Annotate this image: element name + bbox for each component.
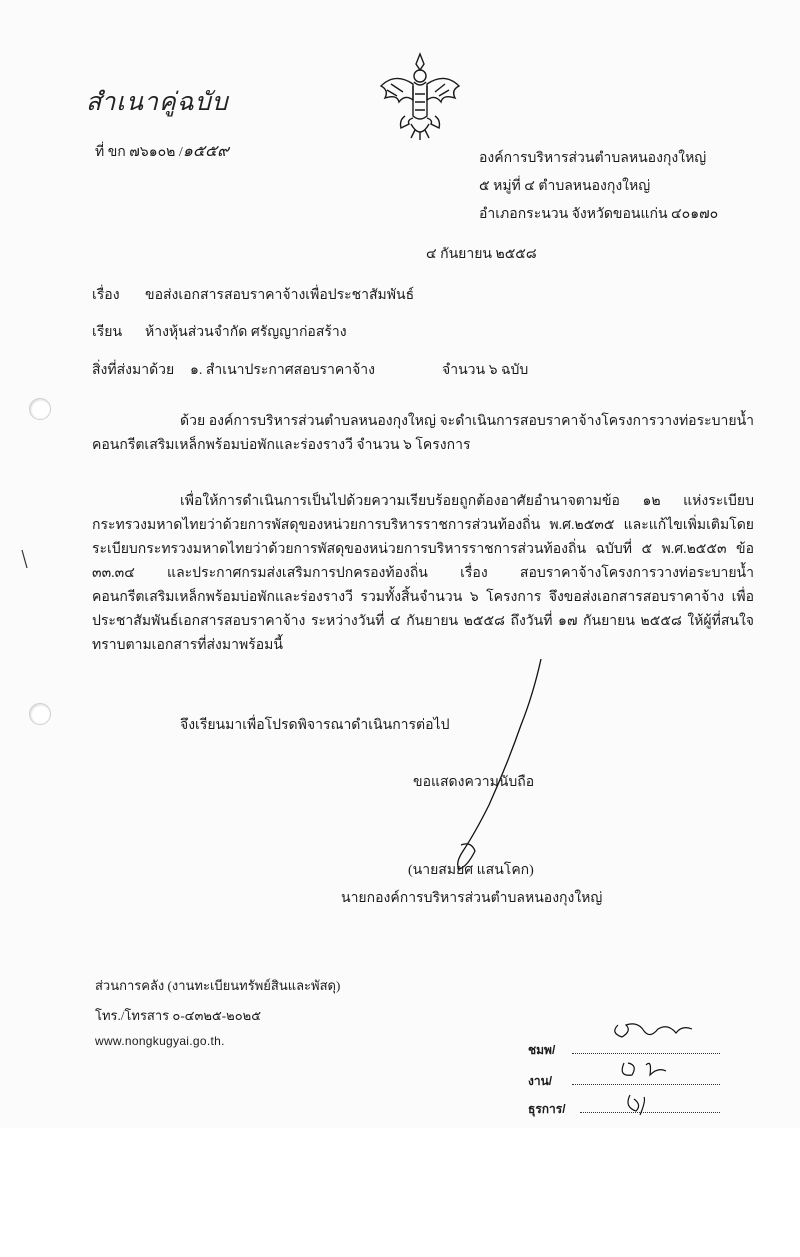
enclosure-quantity: จำนวน ๖ ฉบับ (442, 363, 529, 378)
recipient-label: เรียน (92, 325, 123, 340)
scan-mark (20, 548, 30, 570)
garuda-emblem-icon (375, 50, 465, 142)
routing-label-3: ธุรการ/ (528, 1102, 566, 1116)
signer-title: นายกองค์การบริหารส่วนตำบลหนองกุงใหญ่ (341, 891, 603, 906)
sender-org: องค์การบริหารส่วนตำบลหนองกุงใหญ่ (479, 151, 707, 166)
copy-stamp: สำเนาคู่ฉบับ (86, 89, 229, 116)
doc-number (95, 143, 229, 162)
routing-label-2: งาน/ (528, 1074, 553, 1088)
letter-date: ๔ กันยายน ๒๕๕๘ (426, 247, 537, 262)
footer-department: ส่วนการคลัง (งานทะเบียนทรัพย์สินและพัสดุ) (95, 978, 341, 993)
signer-name: (นายสมยศ แสนโคก) (408, 863, 534, 878)
footer-phone: โทร./โทรสาร ๐-๔๓๒๕-๒๐๒๕ (95, 1008, 262, 1023)
punch-hole-top (29, 398, 51, 420)
sender-address-line1: ๕ หมู่ที่ ๔ ตำบลหนองกุงใหญ่ (479, 179, 651, 194)
enclosure-item: ๑. สำเนาประกาศสอบราคาจ้าง (190, 363, 376, 378)
signature (445, 655, 555, 895)
subject-label: เรื่อง (92, 288, 120, 303)
enclosure-label: สิ่งที่ส่งมาด้วย (92, 363, 175, 378)
body-paragraph-2-text: เพื่อให้การดำเนินการเป็นไปด้วยความเรียบร้อยถูกต้องอาศัยอำนาจตามข้อ ๑๒ แห่งระเบียบกระทรวงมหาดไทยว่าด้วยการพัสดุของหน่วยการบริหารราชการส่วนท้องถิ่น พ.ศ.๒๕๓๕ และแก้ไขเพิ่มเติมโดยระเบียบกระทรวงมหาดไทยว่าด้วยการพัสดุของหน่วยการบริหารราชการส่วนท้องถิ่น ฉบับที่ ๕ พ.ศ.๒๕๕๓ ข้อ ๓๓.๓๔ และประกาศกรมส่งเสริมการปกครองท้องถิ่น เรื่อง สอบราคาจ้างโครงการวางท่อระบายน้ำคอนกรีตเสริมเหล็กพร้อมบ่อพักและร่องรางวี รวมทั้งสิ้นจำนวน ๖ โครงการ จึงขอส่งเอกสารสอบราคาจ้าง เพื่อประชาสัมพันธ์เอกสารสอบราคาจ้าง ระหว่างวันที่ ๔ กันยายน ๒๕๕๘ ถึงวันที่ ๑๗ กันยายน ๒๕๕๘ ให้ผู้ที่สนใจทราบตามเอกสารที่ส่งมาพร้อมนี้ (92, 494, 754, 653)
subject-text: ขอส่งเอกสารสอบราคาจ้างเพื่อประชาสัมพันธ์ (145, 288, 415, 303)
sender-address-line2: อำเภอกระนวน จังหวัดขอนแก่น ๔๐๑๗๐ (479, 207, 719, 222)
body-paragraph-2 (92, 490, 754, 658)
routing-initials (588, 1015, 718, 1125)
punch-hole-bottom (29, 703, 51, 725)
doc-number-printed: ที่ ขก ๗๖๑๐๒ / (95, 145, 183, 160)
body-paragraph-1-text: ด้วย องค์การบริหารส่วนตำบลหนองกุงใหญ่ จะดำเนินการสอบราคาจ้างโครงการวางท่อระบายน้ำคอนกรีตเสริมเหล็กพร้อมบ่อพักและร่องรางวี จำนวน ๖ โครงการ (92, 414, 754, 453)
routing-label-1: ชมพ/ (528, 1043, 556, 1057)
body-paragraph-1 (92, 410, 754, 458)
closing-salutation: ขอแสดงความนับถือ (413, 775, 535, 790)
body-paragraph-3: จึงเรียนมาเพื่อโปรดพิจารณาดำเนินการต่อไป (180, 718, 450, 733)
doc-number-handwritten: ๑๕๕๙ (182, 143, 229, 160)
recipient-text: ห้างหุ้นส่วนจำกัด ศรัญญาก่อสร้าง (145, 325, 347, 340)
footer-website: www.nongkugyai.go.th. (95, 1034, 225, 1048)
